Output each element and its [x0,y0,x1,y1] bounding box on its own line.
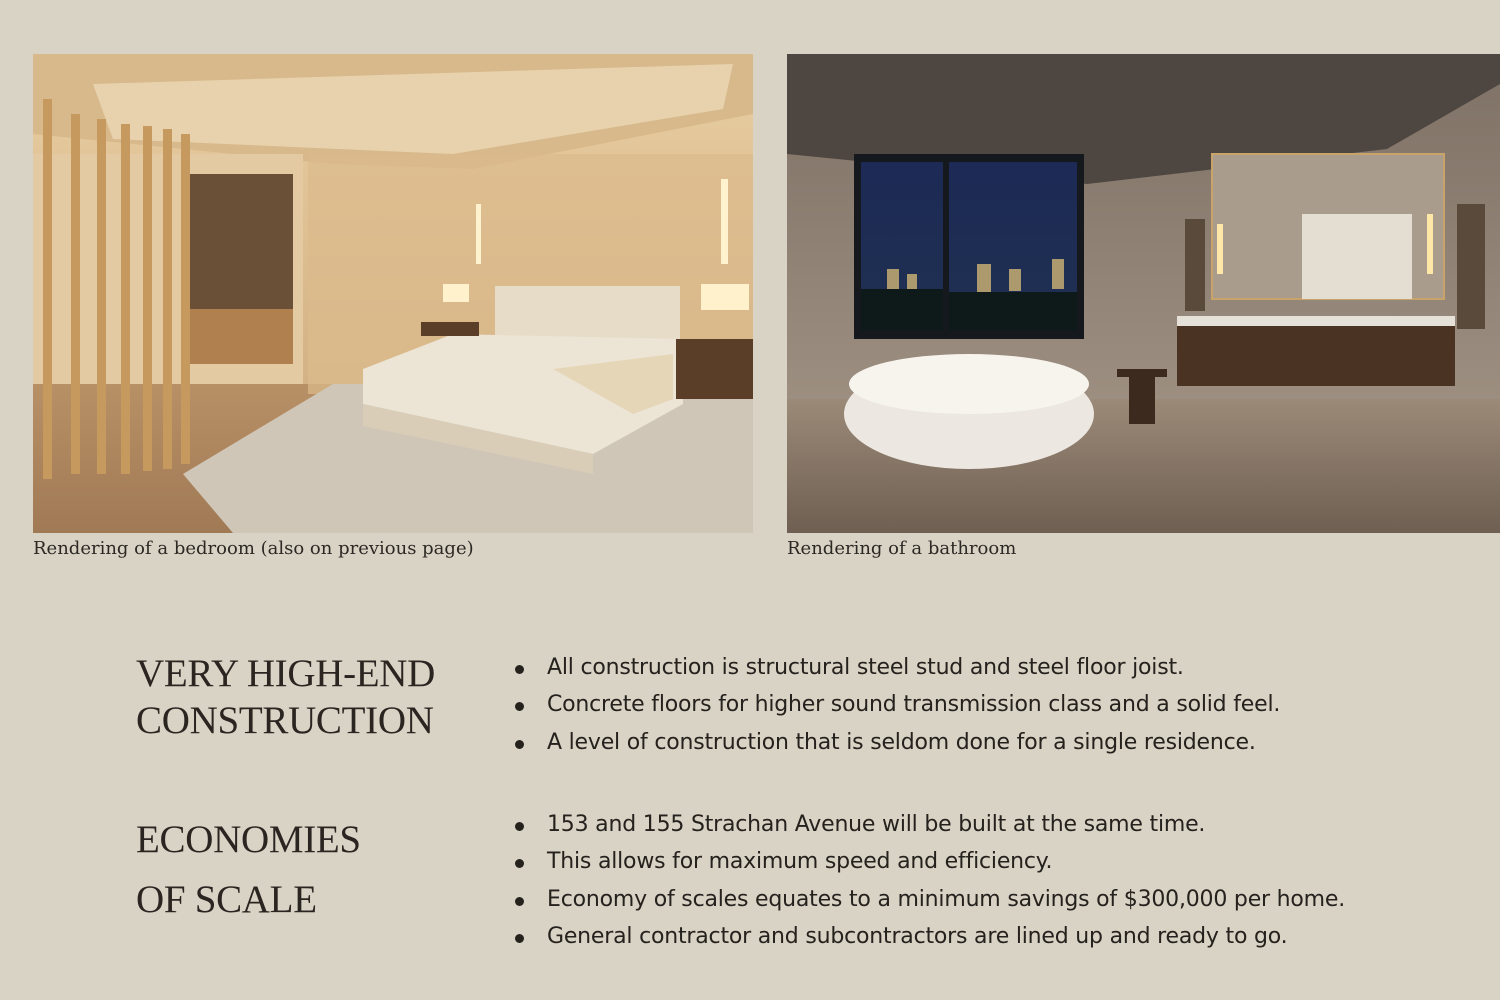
bullet-item: General contractor and subcontractors are lined up and ready to go. [512,922,1345,959]
bathroom-rendering-image [787,54,1500,533]
bullet-item: This allows for maximum speed and efficiency. [512,847,1345,884]
heading-line: OF SCALE [136,878,317,921]
construction-section-heading [136,650,435,744]
bullet-item: Concrete floors for higher sound transmission class and a solid feel. [512,690,1280,727]
bathroom-image-caption: Rendering of a bathroom [787,538,1017,559]
bedroom-image-caption: Rendering of a bedroom (also on previous page) [33,538,474,559]
bedroom-rendering-image [33,54,753,533]
construction-bullet-list [512,653,1280,765]
heading-line: CONSTRUCTION [136,699,434,742]
bullet-item: A level of construction that is seldom done for a single residence. [512,728,1280,765]
heading-line: VERY HIGH-END [136,652,436,695]
bullet-item: 153 and 155 Strachan Avenue will be built at the same time. [512,810,1345,847]
economies-bullet-list [512,810,1345,959]
economies-section-heading [136,810,361,930]
bullet-item: Economy of scales equates to a minimum savings of $300,000 per home. [512,885,1345,922]
bullet-item: All construction is structural steel stud and steel floor joist. [512,653,1280,690]
heading-line: ECONOMIES [136,818,361,861]
